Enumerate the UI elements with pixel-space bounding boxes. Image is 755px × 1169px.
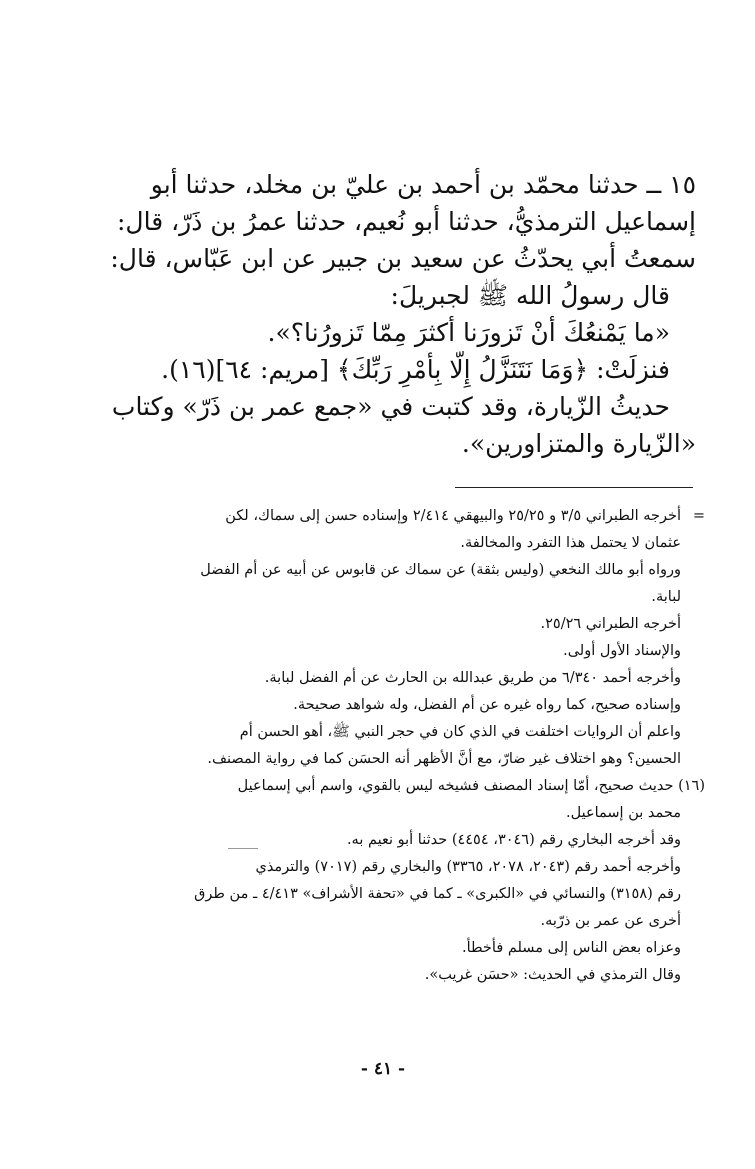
footnote-line: محمد بن إسماعيل.: [565, 805, 681, 821]
footnote-line: لبابة.: [651, 589, 681, 605]
footnote-line: رقم (٣١٥٨) والنسائي في «الكبرى» ـ كما في «تحفة الأشراف» ٤/٤١٣ ـ من طرق: [194, 886, 681, 902]
footnote-line: وأخرجه أحمد رقم (٢٠٤٣، ٢٠٧٨، ٣٣٦٥) والبخاري رقم (٧٠١٧) والترمذي: [255, 859, 681, 875]
main-line: «الزّيارة والمتزاورين».: [461, 429, 696, 458]
footnote-line: ورواه أبو مالك النخعي (وليس بثقة) عن سماك عن قابوس عن أبيه عن أم الفضل: [200, 562, 681, 578]
footnote-line: واعلم أن الروايات اختلفت في الذي كان في حجر النبي ﷺ، أهو الحسن أم: [239, 724, 681, 740]
footnote-line: أخرجه الطبراني ٢٥/٢٦.: [540, 616, 681, 632]
footnote-line: وقال الترمذي في الحديث: «حسَن غريب».: [424, 967, 681, 983]
hadith-text: [96, 166, 696, 462]
main-line: فنزلَتْ: ﴿وَمَا نَتَنَزَّلُ إِلَّا بِأَمْرِ رَبِّكَ﴾ [مريم: ٦٤](١٦).: [161, 355, 670, 384]
footnote-line: والإسناد الأول أولى.: [563, 643, 681, 659]
footnote-line: =أخرجه الطبراني ٣/٥ و ٢٥/٢٥ والبيهقي ٢/٤١٤ وإسناده حسن إلى سماك، لكن: [108, 503, 705, 530]
footnote-separator: [455, 487, 693, 488]
main-line: سمعتُ أبي يحدّثُ عن سعيد بن جبير عن ابن عَبّاس، قال:: [110, 244, 696, 273]
footnote-line: أخرى عن عمر بن ذرّبه.: [540, 913, 681, 929]
footnote-line: الحسين؟ وهو اختلاف غير ضارّ، مع أنَّ الأظهر أنه الحسَن كما في رواية المصنف.: [207, 751, 681, 767]
main-line: إسماعيل الترمذيُّ، حدثنا أبو نُعيم، حدثنا عمرُ بن ذَرّ، قال:: [117, 207, 696, 236]
footnote-line: وعزاه بعض الناس إلى مسلم فأخطأ.: [462, 940, 681, 956]
footnote-line: وإسناده صحيح، كما رواه غيره عن أم الفضل، وله شواهد صحيحة.: [293, 697, 681, 713]
footnotes: [108, 503, 705, 989]
main-line: ١٥ ــ حدثنا محمّد بن أحمد بن عليّ بن مخلد، حدثنا أبو: [150, 170, 696, 199]
main-line: حديثُ الزّيارة، وقد كتبت في «جمع عمر بن ذَرّ» وكتاب: [111, 392, 670, 421]
main-line: «ما يَمْنعُكَ أنْ تَزورَنا أكثرَ مِمّا تَزورُنا؟».: [267, 318, 670, 347]
continuation-mark: =: [692, 508, 705, 524]
stray-mark: [228, 848, 258, 849]
footnote-line: عثمان لا يحتمل هذا التفرد والمخالفة.: [460, 535, 681, 551]
footnote-line: وأخرجه أحمد ٦/٣٤٠ من طريق عبدالله بن الحارث عن أم الفضل لبابة.: [264, 670, 681, 686]
main-line: قال رسولُ الله ﷺ لجبريلَ:: [390, 281, 670, 310]
footnote-line: وقد أخرجه البخاري رقم (٣٠٤٦، ٤٤٥٤) حدثنا أبو نعيم به.: [346, 832, 681, 848]
footnote-line: (١٦) حديث صحيح، أمّا إسناد المصنف فشيخه ليس بالقوي، واسم أبي إسماعيل: [237, 778, 705, 794]
page-number: - ٤١ -: [360, 1059, 406, 1079]
